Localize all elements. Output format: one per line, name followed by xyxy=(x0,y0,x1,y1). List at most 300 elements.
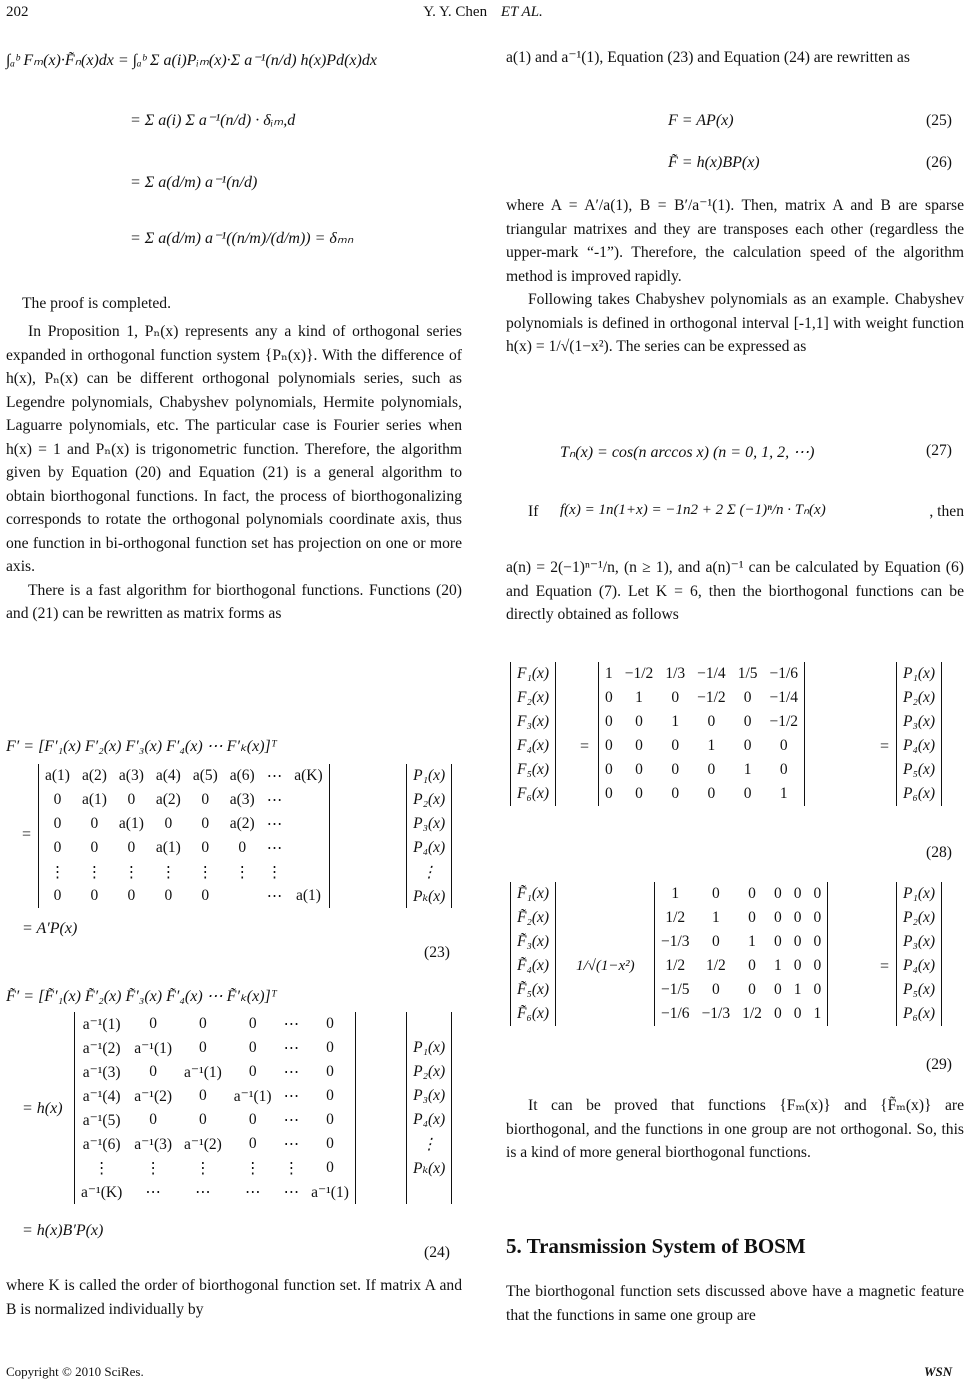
eq23-matrix-cell: 0 xyxy=(238,839,247,856)
eq28-matrix-cell: 0 xyxy=(743,713,752,730)
eq24-matrix-cell: a⁻¹(2) xyxy=(134,1087,173,1105)
eq23-matrix-cell: a(1) xyxy=(118,815,144,832)
eq28-matrix-cell: 0 xyxy=(605,761,613,778)
left-paragraph-order: where K is called the order of biorthogonal function set. If matrix A and B is normalized individually by xyxy=(6,1277,462,1318)
eq29-lhs-cell: F̃₆(x) xyxy=(517,1005,550,1022)
paragraph-where: where A = A′/a(1), B = B′/a⁻¹(1). Then, matrix A and B are sparse triangular matrixes and they are transposes each other (regardless the upper-mark “-1”). Therefore, the calculation speed of the algorithm method is improved rapidly. xyxy=(506,197,964,285)
eq24-vector xyxy=(406,1012,452,1204)
eq28-matrix-cell: 0 xyxy=(671,785,680,802)
eq29-matrix-cell: 0 xyxy=(793,1005,802,1022)
eq28-lhs-row xyxy=(511,710,556,734)
eq27: Tₙ(x) = cos(n arccos x) (n = 0, 1, 2, ⋯) xyxy=(560,444,815,461)
eq23-matrix-cell: ⋮ xyxy=(197,863,214,881)
eq28-lhs-cell: F₃(x) xyxy=(517,713,550,730)
eq29-lhs-row xyxy=(511,954,556,978)
eq23-vector-row xyxy=(407,812,452,836)
eq28-matrix-cell: 0 xyxy=(671,737,680,754)
eq23-matrix-cell: 0 xyxy=(53,887,62,904)
eq29-matrix-cell: 0 xyxy=(793,909,802,926)
eq23-matrix-cell: a(1) xyxy=(81,791,107,808)
eq24-matrix-cell: 0 xyxy=(149,1015,157,1032)
eq28-lhs-cell: F₁(x) xyxy=(517,665,550,682)
eq29-rhs-row xyxy=(897,954,942,978)
eq28-matrix-cell: 0 xyxy=(743,785,752,802)
eq28-matrix-row xyxy=(599,686,805,710)
eq29-matrix-cell: 1/2 xyxy=(665,909,686,926)
eq29-rhs-cell: P₅(x) xyxy=(903,981,936,998)
eq28-rhs-row xyxy=(897,710,942,734)
eq23-matrix-cell: 0 xyxy=(164,815,173,832)
eq29-matrix-cell: 0 xyxy=(813,885,822,902)
header-etal: ET AL. xyxy=(500,4,543,20)
eq28-matrix-cell: 1/3 xyxy=(665,665,686,682)
eq24-matrix-cell: ⋮ xyxy=(195,1159,211,1177)
eq29-matrix-cell: 0 xyxy=(748,909,756,926)
eq24-matrix-cell: 0 xyxy=(248,1015,257,1032)
if-word: If xyxy=(528,503,539,520)
eq29-rhs-row xyxy=(897,882,942,906)
eq23-matrix-cell: 0 xyxy=(127,839,136,856)
eq28-rhs-cell: P₃(x) xyxy=(903,713,936,730)
eq28-matrix-cell: −1/2 xyxy=(697,689,726,706)
eq23-equals: = xyxy=(22,826,32,843)
eq29-matrix-cell: 0 xyxy=(793,885,802,902)
eq28-matrix-cell: −1/4 xyxy=(769,689,799,706)
eq28-equals-1: = xyxy=(580,738,590,755)
eq28-lhs-row xyxy=(511,758,556,782)
right-paragraph-1: a(1) and a⁻¹(1), Equation (23) and Equation (24) are rewritten as xyxy=(506,49,910,66)
eq26-number: (26) xyxy=(926,154,952,171)
eq24-matrix-cell: a⁻¹(1) xyxy=(134,1039,173,1057)
eq23-vector-row xyxy=(407,860,452,884)
eq26: F̃ = h(x)BP(x) xyxy=(668,154,760,171)
eq28-matrix-cell: 0 xyxy=(635,713,643,730)
eq23-matrix-cell: a(4) xyxy=(155,767,181,784)
eq29-rhs-row xyxy=(897,906,942,930)
eq29-rhs-cell: P₆(x) xyxy=(903,1005,936,1022)
eq28-lhs-cell: F₂(x) xyxy=(517,689,550,706)
eq24-matrix-cell: a⁻¹(1) xyxy=(184,1063,222,1081)
eq23-vector-cell: P₄(x) xyxy=(413,839,446,856)
eq29-matrix-cell: 1/2 xyxy=(705,957,726,974)
eq28-matrix-cell: 1 xyxy=(779,785,788,802)
eq29-matrix-cell: 1/2 xyxy=(665,957,686,974)
eq23-vector-cell: ⋮ xyxy=(421,863,437,881)
eq24-vector-row xyxy=(407,1084,452,1108)
eq24-hx: = h(x) xyxy=(22,1100,63,1117)
eq24-matrix-cell: a⁻¹(6) xyxy=(82,1135,121,1153)
eq23-matrix-cell: 0 xyxy=(90,815,99,832)
then-word: , then xyxy=(929,503,964,520)
eq24-vector-row xyxy=(407,1036,452,1060)
running-header xyxy=(0,4,966,21)
eq24-matrix-cell: 0 xyxy=(326,1159,334,1176)
eq23-number: (23) xyxy=(424,944,450,961)
eq23-matrix-cell: 0 xyxy=(164,887,173,904)
eq23-vector-cell: P₁(x) xyxy=(413,767,446,784)
page-number: 202 xyxy=(6,4,29,20)
eq24-vector-cell: P₄(x) xyxy=(413,1111,446,1128)
eq24-matrix-cell: a⁻¹(2) xyxy=(184,1135,222,1153)
eq28-matrix-cell: 1 xyxy=(707,737,716,754)
eq28-matrix-cell: 0 xyxy=(671,689,680,706)
eq28-matrix-cell: 0 xyxy=(743,737,752,754)
eq24-result: = h(x)B′P(x) xyxy=(22,1222,104,1239)
eq24-matrix xyxy=(74,1012,356,1204)
eq28-rhs-cell: P₄(x) xyxy=(903,737,936,754)
eq29-rhs-row xyxy=(897,978,942,1002)
eq29-lhs-row xyxy=(511,882,556,906)
eq24-matrix-cell: ⋮ xyxy=(145,1159,161,1177)
eq28-matrix-row xyxy=(599,710,805,734)
paragraph-proved: It can be proved that functions {Fₘ(x)} and {F̃ₘ(x)} are biorthogonal, and the functions in one group are not orthogonal. So, this is a kind of more general biorthogonal functions. xyxy=(506,1097,964,1161)
proof-equation-line-4: = Σ a(d/m) a⁻¹((n/m)/(d/m)) = δₘₙ xyxy=(130,230,354,247)
eq24-matrix-cell: ⋯ xyxy=(283,1183,300,1201)
eq29-matrix-cell: 1 xyxy=(671,885,680,902)
eq24-matrix-cell: a⁻¹(K) xyxy=(81,1183,123,1201)
eq28-rhs-row xyxy=(897,758,942,782)
eq24-matrix-cell: ⋯ xyxy=(195,1183,211,1201)
eq23-vector-cell: P₃(x) xyxy=(413,815,446,832)
eq29-rhs-row xyxy=(897,930,942,954)
eq29-matrix-cell: 0 xyxy=(773,885,782,902)
eq24-matrix-cell: 0 xyxy=(199,1087,207,1104)
eq24-matrix-cell: ⋯ xyxy=(283,1063,300,1081)
eq29-matrix-cell: 0 xyxy=(748,957,756,974)
eq29-lhs-cell: F̃₂(x) xyxy=(517,909,550,926)
eq29-matrix-cell: 0 xyxy=(813,909,822,926)
eq29-lhs xyxy=(510,882,556,1026)
eq24-matrix-cell: ⋮ xyxy=(93,1159,110,1177)
eq23-matrix-cell: 0 xyxy=(127,887,136,904)
section-heading-5: 5. Transmission System of BOSM xyxy=(506,1234,806,1258)
eq24-matrix-cell: 0 xyxy=(199,1039,207,1056)
eq29-matrix-cell: 0 xyxy=(813,933,822,950)
eq29-matrix-row xyxy=(655,1002,828,1026)
eq28-matrix-row xyxy=(599,734,805,758)
eq24-vector-row xyxy=(407,1156,452,1180)
eq24-matrix-cell: ⋯ xyxy=(145,1183,161,1201)
eq24-vector-cell: P₃(x) xyxy=(413,1087,446,1104)
eq29-matrix-cell: 0 xyxy=(793,957,802,974)
eq24-matrix-cell: 0 xyxy=(326,1039,334,1056)
eq28-lhs-cell: F₅(x) xyxy=(517,761,550,778)
eq23-matrix-row xyxy=(39,812,330,836)
eq28-matrix-cell: 1 xyxy=(743,761,752,778)
proof-completed: The proof is completed. xyxy=(22,295,171,312)
eq23-matrix-cell: a(1) xyxy=(155,839,181,856)
eq23-matrix-cell: 0 xyxy=(90,839,99,856)
eq29-matrix-cell: 0 xyxy=(711,933,720,950)
eq28-matrix-cell: 0 xyxy=(605,689,613,706)
eq23-matrix-cell xyxy=(224,884,261,908)
journal-abbrev: WSN xyxy=(924,1364,953,1379)
eq23-matrix-cell: a(3) xyxy=(229,791,255,808)
eq23-matrix-row xyxy=(39,884,330,908)
eq23-matrix-cell: ⋯ xyxy=(266,839,283,857)
eq29-equals: = xyxy=(880,958,890,975)
eq27-number: (27) xyxy=(926,442,952,459)
eq23-matrix-row xyxy=(39,788,330,812)
header-authors: Y. Y. Chen xyxy=(423,4,488,20)
eq28-rhs-row xyxy=(897,662,942,686)
eq24-matrix-cell: ⋯ xyxy=(283,1135,300,1153)
eq28-matrix-cell: −1/2 xyxy=(769,713,799,730)
eq24-vector-row xyxy=(407,1132,452,1156)
eq25: F = AP(x) xyxy=(668,112,734,129)
eq24-matrix-cell: ⋯ xyxy=(244,1183,261,1201)
eq24-matrix-cell: ⋯ xyxy=(283,1111,300,1129)
eq28-rhs-cell: P₆(x) xyxy=(903,785,936,802)
proof-equation-line-3: = Σ a(d/m) a⁻¹(n/d) xyxy=(130,174,258,191)
eq24-matrix-cell: 0 xyxy=(326,1111,334,1128)
eq28-matrix-cell: 1 xyxy=(671,713,680,730)
eq28-matrix-cell: 0 xyxy=(707,785,716,802)
eq23-matrix-cell: a(3) xyxy=(118,767,144,784)
eq28-lhs-row xyxy=(511,686,556,710)
eq29-rhs-row xyxy=(897,1002,942,1026)
eq23-matrix-cell xyxy=(288,836,329,860)
eq24-matrix-cell: 0 xyxy=(248,1135,257,1152)
eq28-matrix-cell: 1 xyxy=(635,689,643,706)
eq29-matrix-cell: 1 xyxy=(773,957,782,974)
eq29-lhs-row xyxy=(511,930,556,954)
eq28-matrix-cell: 0 xyxy=(635,761,643,778)
eq28-number: (28) xyxy=(926,844,952,861)
eq28-matrix-cell: 1 xyxy=(605,665,613,682)
eq24-matrix-row xyxy=(75,1180,356,1204)
eq24-matrix-row xyxy=(75,1012,356,1036)
eq28-matrix-cell: −1/6 xyxy=(769,665,799,682)
eq23-vector-row xyxy=(407,884,452,908)
eq-if: f(x) = 1n(1+x) = −1n2 + 2 Σ (−1)ⁿ/n · Tₙ(x) xyxy=(560,502,826,518)
eq23-matrix-cell: ⋮ xyxy=(234,863,250,881)
eq24-matrix-cell: ⋯ xyxy=(283,1087,300,1105)
eq29-rhs-cell: P₄(x) xyxy=(903,957,936,974)
eq24-matrix-cell: 0 xyxy=(326,1135,334,1152)
eq24-matrix-row xyxy=(75,1108,356,1132)
eq23-vector xyxy=(406,764,452,908)
eq24-matrix-cell: 0 xyxy=(326,1063,334,1080)
eq29-factor: 1/√(1−x²) xyxy=(576,958,635,974)
eq24-matrix-row xyxy=(75,1060,356,1084)
eq24-matrix-cell: a⁻¹(3) xyxy=(134,1135,173,1153)
eq28-matrix-cell: 0 xyxy=(605,713,613,730)
eq29-matrix-cell: 0 xyxy=(773,909,782,926)
eq23-matrix-row xyxy=(39,836,330,860)
eq23-matrix-cell: ⋮ xyxy=(266,863,283,881)
proof-equation-line-2: = Σ a(i) Σ a⁻¹(n/d) · δᵢₘ,d xyxy=(130,112,296,129)
eq24-matrix-cell: a⁻¹(3) xyxy=(82,1063,121,1081)
eq23-matrix-cell: 0 xyxy=(201,815,210,832)
eq29-matrix-cell: −1/3 xyxy=(661,933,690,950)
eq28-rhs-row xyxy=(897,782,942,806)
eq23-matrix-cell xyxy=(288,812,329,836)
eq23-matrix-cell: ⋮ xyxy=(49,863,66,881)
eq23-matrix-row xyxy=(39,764,330,788)
eq29-matrix-cell: 0 xyxy=(748,981,756,998)
eq28-matrix-cell: 0 xyxy=(605,785,613,802)
right-paragraph-biorthogonal xyxy=(506,1094,964,1165)
eq23-matrix-cell: a(1) xyxy=(45,767,70,784)
eq28-lhs xyxy=(510,662,556,806)
eq24-matrix-cell: 0 xyxy=(149,1063,157,1080)
eq29-matrix-cell: 0 xyxy=(813,981,822,998)
eq28-matrix-cell: 0 xyxy=(707,761,716,778)
eq24-vector-row xyxy=(407,1108,452,1132)
eq29-matrix-cell: 1 xyxy=(813,1005,822,1022)
proof-equation-line-1: ∫ₐᵇ Fₘ(x)·F̃ₙ(x)dx = ∫ₐᵇ Σ a(i)Pᵢₘ(x)·Σ a⁻¹(n/d) h(x)Pd(x)dx xyxy=(6,52,377,69)
eq23-header: F′ = [F′₁(x) F′₂(x) F′₃(x) F′₄(x) ⋯ F′ₖ(x)]ᵀ xyxy=(6,738,277,755)
eq29-rhs-cell: P₁(x) xyxy=(903,885,936,902)
eq24-matrix-cell: ⋯ xyxy=(283,1039,300,1057)
eq24-vector-row xyxy=(407,1060,452,1084)
eq23-matrix-cell: a(6) xyxy=(229,767,255,784)
eq24-vector-row xyxy=(407,1180,452,1204)
eq29-matrix-cell: 1 xyxy=(793,981,802,998)
eq25-number: (25) xyxy=(926,112,952,129)
eq29-matrix-cell: 0 xyxy=(773,933,782,950)
eq29-matrix-cell: 1 xyxy=(748,933,756,950)
eq29-matrix-cell: 1 xyxy=(711,909,720,926)
eq24-matrix-cell: 0 xyxy=(248,1063,257,1080)
eq23-matrix-cell: a(2) xyxy=(155,791,181,808)
eq24-matrix-cell: 0 xyxy=(149,1111,157,1128)
eq28-lhs-cell: F₆(x) xyxy=(517,785,550,802)
eq29-lhs-cell: F̃₃(x) xyxy=(517,933,550,950)
eq24-matrix-row xyxy=(75,1132,356,1156)
eq28-matrix-cell: 0 xyxy=(779,761,788,778)
eq23-matrix-cell: ⋯ xyxy=(266,791,283,809)
eq23-matrix-cell: ⋯ xyxy=(266,767,283,785)
eq29-matrix-row xyxy=(655,906,828,930)
eq29-rhs xyxy=(896,882,942,1026)
eq24-matrix-cell: a⁻¹(2) xyxy=(82,1039,121,1057)
eq29-matrix-row xyxy=(655,930,828,954)
eq28-matrix-cell: 0 xyxy=(779,737,788,754)
eq23-vector-row xyxy=(407,788,452,812)
eq29-matrix-cell: 0 xyxy=(773,1005,782,1022)
eq28-lhs-row xyxy=(511,734,556,758)
eq24-vector-cell: P₁(x) xyxy=(413,1039,446,1056)
eq23-matrix-cell: a(K) xyxy=(294,767,323,784)
eq24-matrix-cell: 0 xyxy=(199,1015,207,1032)
eq24-matrix-cell: a⁻¹(1) xyxy=(233,1087,272,1105)
eq28-matrix-cell: −1/4 xyxy=(697,665,726,682)
eq24-matrix-cell: 0 xyxy=(199,1111,207,1128)
eq28-matrix xyxy=(598,662,805,806)
eq23-matrix-cell: a(2) xyxy=(229,815,255,832)
eq24-matrix-cell: 0 xyxy=(248,1039,257,1056)
eq28-rhs xyxy=(896,662,942,806)
eq24-matrix-cell: a⁻¹(4) xyxy=(82,1087,121,1105)
eq29-matrix-row xyxy=(655,978,828,1002)
paragraph-fast-algorithm: There is a fast algorithm for biorthogonal functions. Functions (20) and (21) can be rewritten as matrix forms as xyxy=(6,581,462,622)
eq24-matrix-cell: a⁻¹(1) xyxy=(82,1015,121,1033)
eq24-matrix-cell: ⋮ xyxy=(283,1159,300,1177)
eq29-matrix-cell: 0 xyxy=(711,981,720,998)
eq29-matrix-cell: 0 xyxy=(773,981,782,998)
eq23-vector-cell: P₂(x) xyxy=(413,791,446,808)
right-paragraph-transmission: The biorthogonal function sets discussed above have a magnetic feature that the functions in same one group are xyxy=(506,1283,964,1324)
eq24-matrix-cell: a⁻¹(5) xyxy=(82,1111,121,1129)
eq23-matrix-cell: ⋯ xyxy=(266,815,283,833)
eq29-lhs-cell: F̃₁(x) xyxy=(517,885,550,902)
eq29-matrix xyxy=(654,882,828,1026)
eq24-header: F̃′ = [F̃′₁(x) F̃′₂(x) F̃′₃(x) F̃′₄(x) ⋯ F̃′ₖ(x)]ᵀ xyxy=(6,988,277,1005)
eq24-vector-cell: P₂(x) xyxy=(413,1063,446,1080)
eq23-matrix-cell: ⋯ xyxy=(266,887,283,905)
eq23-matrix-cell: 0 xyxy=(201,887,210,904)
eq24-vector-cell xyxy=(407,1012,452,1036)
eq28-matrix-cell: 0 xyxy=(743,689,752,706)
eq24-matrix-row xyxy=(75,1084,356,1108)
eq29-matrix-row xyxy=(655,954,828,978)
eq29-lhs-cell: F̃₄(x) xyxy=(517,957,550,974)
eq24-matrix-cell: 0 xyxy=(326,1087,334,1104)
eq29-matrix-row xyxy=(655,882,828,906)
eq29-matrix-cell: 0 xyxy=(813,957,822,974)
eq28-matrix-cell: 0 xyxy=(635,737,643,754)
eq23-matrix-cell: ⋮ xyxy=(160,863,177,881)
eq24-matrix-cell: ⋯ xyxy=(283,1015,300,1033)
eq24-matrix-cell: 0 xyxy=(326,1015,334,1032)
eq28-rhs-cell: P₅(x) xyxy=(903,761,936,778)
eq29-matrix-cell: 1/2 xyxy=(742,1005,762,1022)
eq23-matrix-cell: 0 xyxy=(201,791,210,808)
eq23-vector-row xyxy=(407,836,452,860)
eq24-number: (24) xyxy=(424,1244,450,1261)
eq29-lhs-row xyxy=(511,906,556,930)
eq23-matrix-cell: a(1) xyxy=(295,887,321,904)
eq28-lhs-cell: F₄(x) xyxy=(517,737,550,754)
eq24-vector-row xyxy=(407,1012,452,1036)
eq29-number: (29) xyxy=(926,1056,952,1073)
eq23-matrix-cell xyxy=(288,860,329,884)
eq28-matrix-cell: 0 xyxy=(671,761,680,778)
eq24-matrix-row xyxy=(75,1156,356,1180)
eq23-matrix-cell: 0 xyxy=(53,815,62,832)
copyright: Copyright © 2010 SciRes. xyxy=(6,1364,144,1379)
right-paragraph-coefficients: a(n) = 2(−1)ⁿ⁻¹/n, (n ≥ 1), and a(n)⁻¹ can be calculated by Equation (6) and Equation (7). Let K = 6, then the biorthogonal functions can be directly obtained as follows xyxy=(506,559,964,623)
eq29-matrix-cell: 0 xyxy=(748,885,756,902)
left-paragraph-1 xyxy=(6,320,462,626)
eq23-vector-row xyxy=(407,764,452,788)
eq29-matrix-cell: 0 xyxy=(711,885,720,902)
eq28-rhs-cell: P₂(x) xyxy=(903,689,936,706)
paragraph-chabyshev: Following takes Chabyshev polynomials as an example. Chabyshev polynomials is defined in orthogonal interval [-1,1] with weight function h(x) = 1/√(1−x²). The series can be expressed as xyxy=(506,291,964,355)
eq23-result: = A′P(x) xyxy=(22,920,78,937)
eq23-matrix-cell: a(5) xyxy=(192,767,218,784)
eq23-matrix-cell: 0 xyxy=(201,839,210,856)
right-paragraph-2 xyxy=(506,194,964,359)
eq29-rhs-cell: P₃(x) xyxy=(903,933,936,950)
eq28-matrix-row xyxy=(599,782,805,806)
eq24-matrix-cell: ⋮ xyxy=(244,1159,261,1177)
eq29-matrix-cell: 0 xyxy=(793,933,802,950)
eq28-matrix-row xyxy=(599,758,805,782)
eq23-matrix-cell: ⋮ xyxy=(123,863,140,881)
eq28-lhs-row xyxy=(511,782,556,806)
eq23-vector-cell: Pₖ(x) xyxy=(413,887,446,905)
eq28-rhs-row xyxy=(897,734,942,758)
eq29-rhs-cell: P₂(x) xyxy=(903,909,936,926)
eq24-matrix-row xyxy=(75,1036,356,1060)
eq28-matrix-cell: −1/2 xyxy=(624,665,654,682)
eq29-matrix-cell: −1/6 xyxy=(661,1005,690,1022)
eq28-rhs-cell: P₁(x) xyxy=(903,665,936,682)
eq29-lhs-row xyxy=(511,978,556,1002)
